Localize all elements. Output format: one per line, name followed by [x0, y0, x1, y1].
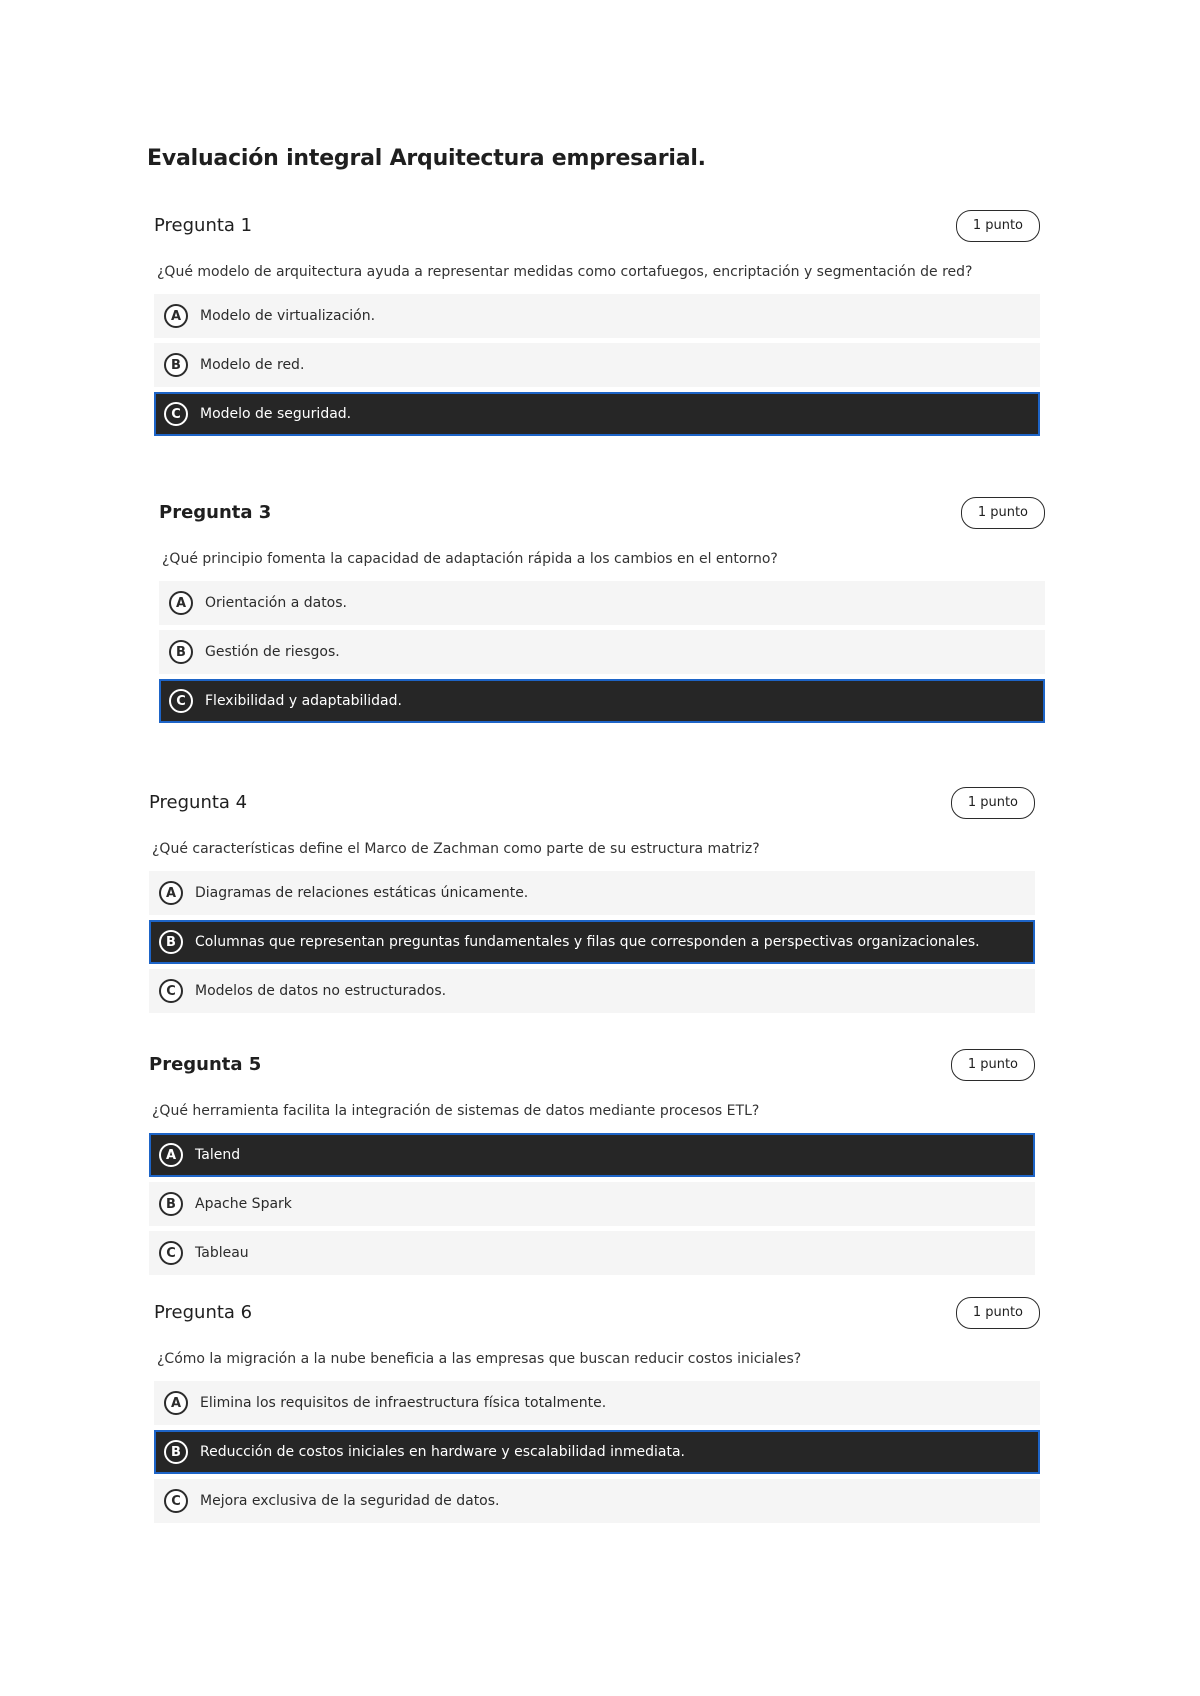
- option-letter-c: C: [164, 1489, 188, 1513]
- option-a-selected[interactable]: [149, 1133, 1035, 1177]
- option-text: Talend: [195, 1147, 241, 1163]
- question-text: ¿Qué herramienta facilita la integración de sistemas de datos mediante procesos ETL?: [152, 1103, 760, 1119]
- option-c[interactable]: [149, 969, 1035, 1013]
- question-title: Pregunta 4: [149, 792, 248, 813]
- option-text: Elimina los requisitos de infraestructura física totalmente.: [200, 1395, 607, 1411]
- option-letter-b: B: [159, 1192, 183, 1216]
- question-text: ¿Qué modelo de arquitectura ayuda a representar medidas como cortafuegos, encriptación y segmentación de red?: [157, 264, 973, 280]
- question-4: [149, 787, 1035, 1018]
- option-text: Mejora exclusiva de la seguridad de datos.: [200, 1493, 500, 1509]
- question-title: Pregunta 6: [154, 1302, 253, 1323]
- option-letter-a: A: [164, 1391, 188, 1415]
- option-a[interactable]: [154, 294, 1040, 338]
- option-letter-c: C: [169, 689, 193, 713]
- option-letter-b: B: [164, 1440, 188, 1464]
- question-title: Pregunta 3: [159, 502, 272, 523]
- option-letter-b: B: [169, 640, 193, 664]
- question-6: [154, 1297, 1040, 1528]
- option-text: Diagramas de relaciones estáticas únicamente.: [195, 885, 529, 901]
- option-b-selected[interactable]: [149, 920, 1035, 964]
- option-b[interactable]: [149, 1182, 1035, 1226]
- question-1: [154, 210, 1040, 441]
- option-text: Modelo de virtualización.: [200, 308, 376, 324]
- question-text: ¿Qué características define el Marco de Zachman como parte de su estructura matriz?: [152, 841, 760, 857]
- option-text: Gestión de riesgos.: [205, 644, 340, 660]
- document-title: Evaluación integral Arquitectura empresarial.: [147, 146, 706, 171]
- option-text: Flexibilidad y adaptabilidad.: [205, 693, 402, 709]
- options-list: [154, 294, 1040, 436]
- points-badge: 1 punto: [951, 1049, 1035, 1081]
- option-a[interactable]: [154, 1381, 1040, 1425]
- option-text: Modelos de datos no estructurados.: [195, 983, 447, 999]
- points-badge: 1 punto: [956, 1297, 1040, 1329]
- question-text: ¿Cómo la migración a la nube beneficia a las empresas que buscan reducir costos iniciales?: [157, 1351, 802, 1367]
- option-c[interactable]: [149, 1231, 1035, 1275]
- option-c[interactable]: [154, 1479, 1040, 1523]
- option-a[interactable]: [149, 871, 1035, 915]
- option-letter-c: C: [159, 1241, 183, 1265]
- option-b[interactable]: [159, 630, 1045, 674]
- question-3: [159, 497, 1045, 728]
- question-title: Pregunta 5: [149, 1054, 262, 1075]
- option-letter-b: B: [164, 353, 188, 377]
- option-letter-b: B: [159, 930, 183, 954]
- options-list: [149, 1133, 1035, 1275]
- points-badge: 1 punto: [961, 497, 1045, 529]
- option-c-selected[interactable]: [154, 392, 1040, 436]
- option-letter-a: A: [159, 881, 183, 905]
- option-text: Apache Spark: [195, 1196, 292, 1212]
- options-list: [149, 871, 1035, 1013]
- option-a[interactable]: [159, 581, 1045, 625]
- options-list: [159, 581, 1045, 723]
- option-text: Reducción de costos iniciales en hardware y escalabilidad inmediata.: [200, 1444, 685, 1460]
- points-badge: 1 punto: [951, 787, 1035, 819]
- options-list: [154, 1381, 1040, 1523]
- question-text: ¿Qué principio fomenta la capacidad de adaptación rápida a los cambios en el entorno?: [162, 551, 778, 567]
- question-title: Pregunta 1: [154, 215, 253, 236]
- option-letter-a: A: [164, 304, 188, 328]
- option-b[interactable]: [154, 343, 1040, 387]
- question-5: [149, 1049, 1035, 1280]
- option-letter-a: A: [169, 591, 193, 615]
- option-text: Tableau: [195, 1245, 249, 1261]
- option-letter-c: C: [159, 979, 183, 1003]
- option-letter-c: C: [164, 402, 188, 426]
- option-text: Modelo de seguridad.: [200, 406, 352, 422]
- points-badge: 1 punto: [956, 210, 1040, 242]
- option-c-selected[interactable]: [159, 679, 1045, 723]
- option-b-selected[interactable]: [154, 1430, 1040, 1474]
- option-letter-a: A: [159, 1143, 183, 1167]
- option-text: Columnas que representan preguntas fundamentales y filas que corresponden a perspectivas organizacionales.: [195, 934, 980, 950]
- option-text: Modelo de red.: [200, 357, 305, 373]
- option-text: Orientación a datos.: [205, 595, 347, 611]
